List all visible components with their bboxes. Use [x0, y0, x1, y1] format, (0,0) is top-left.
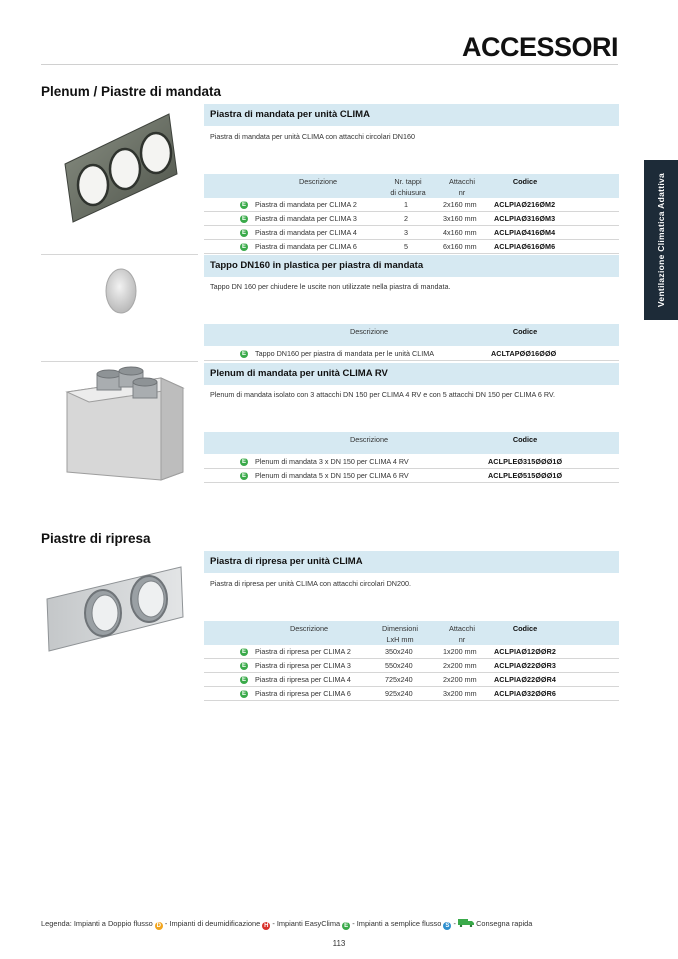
easyclima-icon: E — [241, 202, 246, 208]
double-flow-icon: D — [156, 923, 161, 929]
col-descrizione: Descrizione — [349, 327, 389, 336]
product-header-plenum: Plenum di mandata per unità CLIMA RV — [204, 363, 619, 385]
product-description: Piastra di mandata per unità CLIMA con attacchi circolari DN160 — [210, 132, 415, 141]
table-row: E Piastra di mandata per CLIMA 3 2 3x160 mm ACLPIAØ316ØM3 — [204, 212, 619, 226]
product-description: Plenum di mandata isolato con 3 attacchi DN 150 per CLIMA 4 RV e con 5 attacchi DN 150 per CLIMA 6 RV. — [210, 390, 556, 399]
easyclima-icon: E — [241, 663, 246, 669]
easyclima-icon: E — [241, 230, 246, 236]
product-header-tappo: Tappo DN160 in plastica per piastra di mandata — [204, 255, 619, 277]
dehumidification-icon: H — [264, 923, 269, 929]
table-row: E Piastra di ripresa per CLIMA 2 350x240 1x200 mm ACLPIAØ12ØØR2 — [204, 645, 619, 659]
easyclima-icon: E — [241, 473, 246, 479]
easyclima-icon: E — [241, 649, 246, 655]
easyclima-icon: E — [241, 351, 246, 357]
easyclima-icon: E — [241, 691, 246, 697]
page-title: ACCESSORI — [461, 32, 618, 62]
table-header — [204, 324, 619, 346]
table-row: E Piastra di ripresa per CLIMA 4 725x240 2x200 mm ACLPIAØ22ØØR4 — [204, 673, 619, 687]
piastra-ripresa-illustration — [41, 551, 198, 701]
table-row: E Piastra di mandata per CLIMA 4 3 4x160 mm ACLPIAØ416ØM4 — [204, 226, 619, 240]
product-description: Piastra di ripresa per unità CLIMA con attacchi circolari DN200. — [210, 579, 411, 588]
col-codice: Codice — [512, 435, 538, 444]
col-dimensioni: Dimensioni LxH mm — [381, 624, 419, 644]
col-descrizione: Descrizione — [289, 624, 329, 633]
col-codice: Codice — [512, 327, 538, 336]
piastra-mandata-illustration — [41, 104, 198, 252]
page-number: 113 — [332, 939, 346, 948]
col-descrizione: Descrizione — [349, 435, 389, 444]
easyclima-icon: E — [241, 216, 246, 222]
tappo-illustration — [41, 255, 198, 361]
table-row: E Piastra di mandata per CLIMA 2 1 2x160 mm ACLPIAØ216ØM2 — [204, 198, 619, 212]
table-row: E Piastra di ripresa per CLIMA 3 550x240 2x200 mm ACLPIAØ22ØØR3 — [204, 659, 619, 673]
easyclima-icon: E — [241, 459, 246, 465]
col-codice: Codice — [512, 177, 538, 186]
table-header — [204, 174, 619, 198]
section-title-ripresa: Piastre di ripresa — [41, 531, 151, 546]
col-codice: Codice — [512, 624, 538, 633]
product-header-piastra-ripresa: Piastra di ripresa per unità CLIMA — [204, 551, 619, 573]
table-row: E Piastra di mandata per CLIMA 6 5 6x160 mm ACLPIAØ616ØM6 — [204, 240, 619, 254]
product-image-piastra-ripresa — [41, 551, 198, 701]
side-tab — [644, 160, 678, 320]
table-row: E Plenum di mandata 5 x DN 150 per CLIMA 6 RV ACLPLEØ515ØØØ1Ø — [204, 469, 619, 483]
col-attacchi: Attacchi nr — [449, 177, 475, 197]
table-row: E Plenum di mandata 3 x DN 150 per CLIMA 4 RV ACLPLEØ315ØØØ1Ø — [204, 455, 619, 469]
side-tab-label: Ventilazione Climatica Adattiva — [656, 172, 666, 308]
easyclima-icon: E — [344, 923, 349, 929]
legend: Legenda: Impianti a Doppio flusso D - Impianti di deumidificazione H - Impianti EasyClima E - Impianti a semplice flusso S - Consegna rapida — [41, 919, 533, 929]
table-header — [204, 432, 619, 454]
truck-icon — [458, 918, 474, 927]
easyclima-icon: E — [241, 244, 246, 250]
section-title-plenum: Plenum / Piastre di mandata — [41, 84, 222, 99]
product-image-plenum — [41, 361, 198, 483]
plenum-illustration — [41, 362, 198, 484]
col-descrizione: Descrizione — [298, 177, 338, 186]
product-image-piastra-mandata — [41, 104, 198, 252]
table-row: E Piastra di ripresa per CLIMA 6 925x240 3x200 mm ACLPIAØ32ØØR6 — [204, 687, 619, 701]
product-header-piastra-mandata: Piastra di mandata per unità CLIMA — [204, 104, 619, 126]
product-description: Tappo DN 160 per chiudere le uscite non utilizzate nella piastra di mandata. — [210, 282, 451, 291]
simple-flow-icon: S — [445, 923, 450, 929]
table-row: E Tappo DN160 per piastra di mandata per le unità CLIMA ACLTAPØØ16ØØØ — [204, 347, 619, 361]
title-divider — [41, 64, 618, 65]
easyclima-icon: E — [241, 677, 246, 683]
col-attacchi: Attacchi nr — [449, 624, 475, 644]
product-image-tappo — [41, 254, 198, 360]
table-header — [204, 621, 619, 645]
col-tappi: Nr. tappi di chiusura — [390, 177, 426, 197]
